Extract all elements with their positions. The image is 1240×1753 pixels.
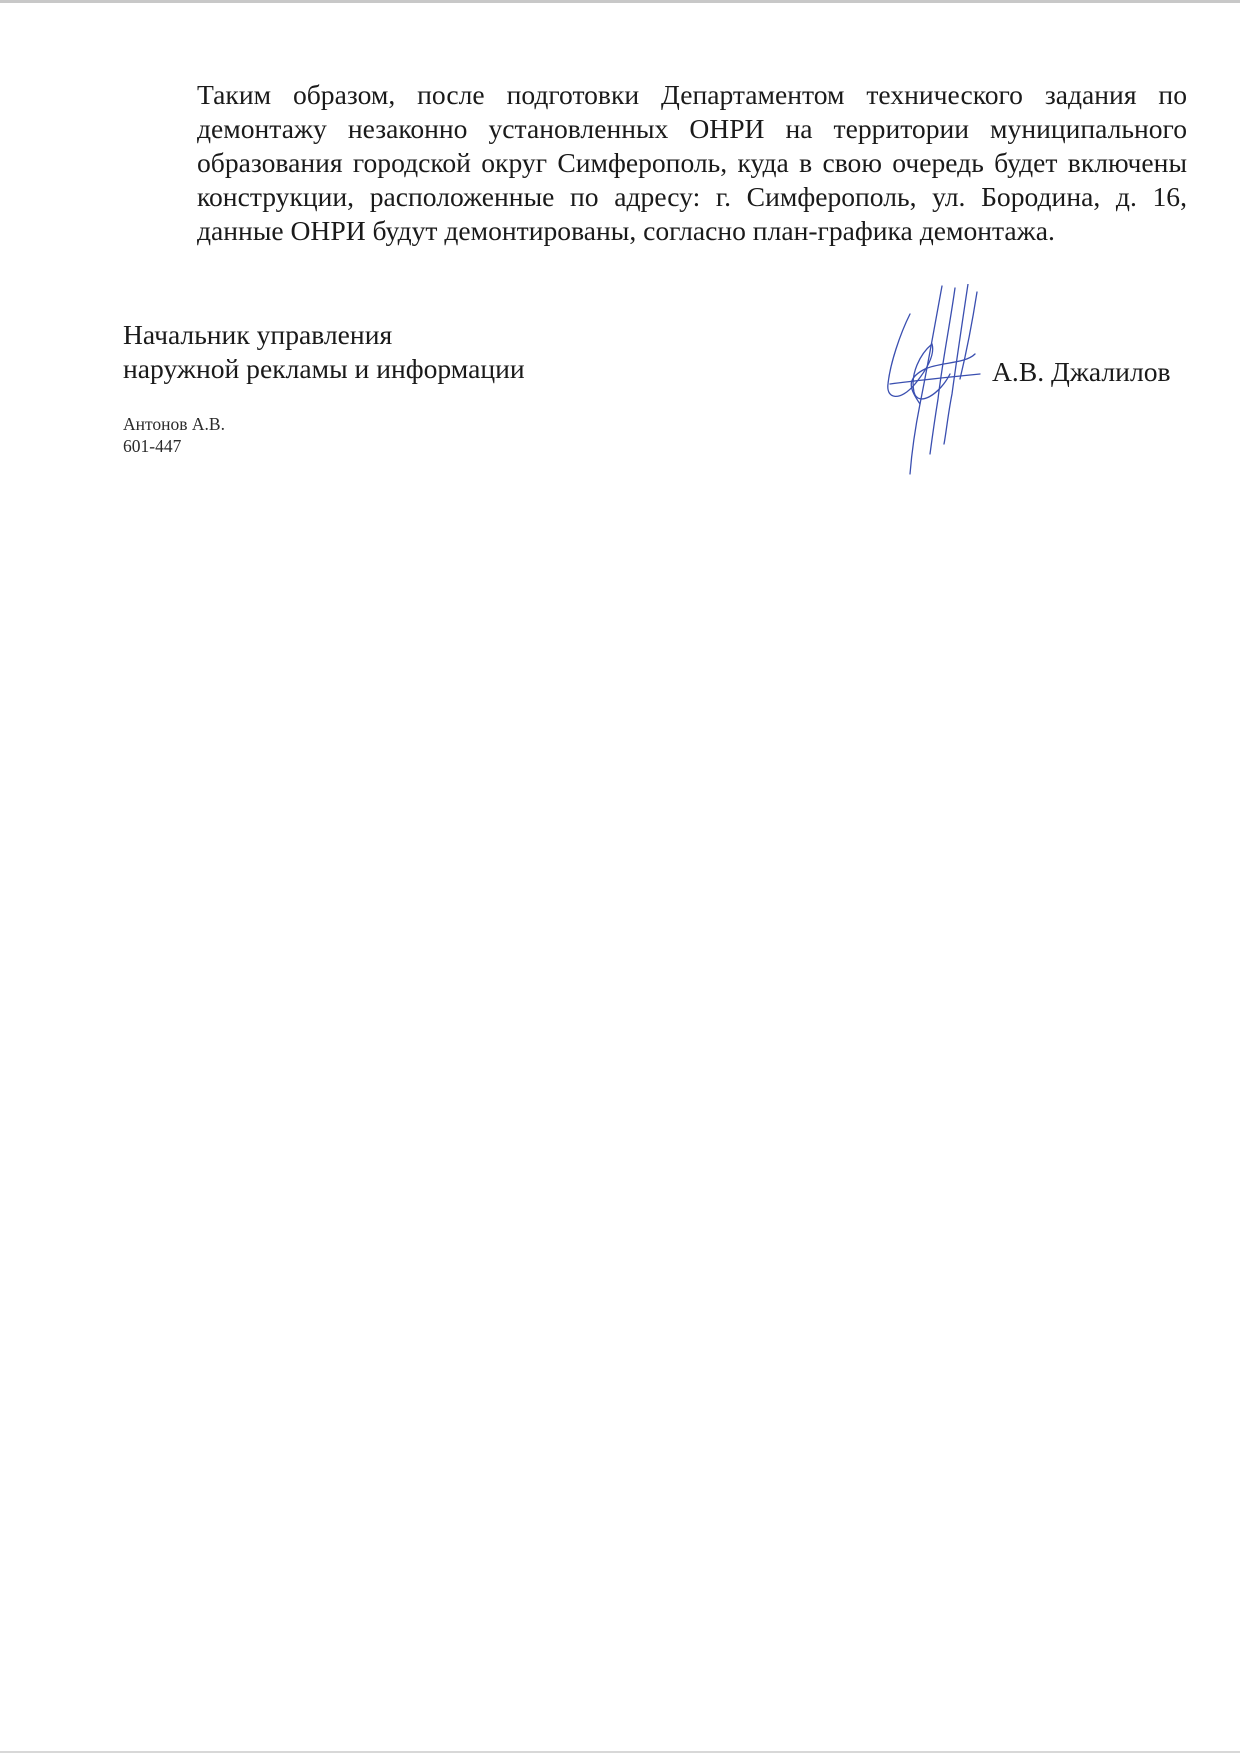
executor-info xyxy=(123,413,225,457)
handwritten-signature xyxy=(880,284,1010,484)
executor-phone: 601-447 xyxy=(123,436,182,456)
body-paragraph xyxy=(123,78,1187,248)
position-line-2: наружной рекламы и информации xyxy=(123,353,525,384)
signer-name: А.В. Джалилов xyxy=(992,356,1171,387)
position-line-1: Начальник управления xyxy=(123,319,393,350)
executor-name: Антонов А.В. xyxy=(123,414,225,434)
paragraph-line: демонтажу незаконно установленных ОНРИ на территории муниципального xyxy=(197,113,1187,144)
paragraph-line: данные ОНРИ будут демонтированы, согласно план-графика демонтажа. xyxy=(197,215,1055,246)
paragraph-line: образования городской округ Симферополь, куда в свою очередь будет включены xyxy=(197,147,1187,178)
scan-edge-top xyxy=(0,0,1240,3)
paragraph-line: конструкции, расположенные по адресу: г. Симферополь, ул. Бородина, д. 16, xyxy=(197,181,1187,212)
signer-position xyxy=(123,318,525,386)
paragraph-line: Таким образом, после подготовки Департаментом технического задания по xyxy=(197,79,1187,110)
